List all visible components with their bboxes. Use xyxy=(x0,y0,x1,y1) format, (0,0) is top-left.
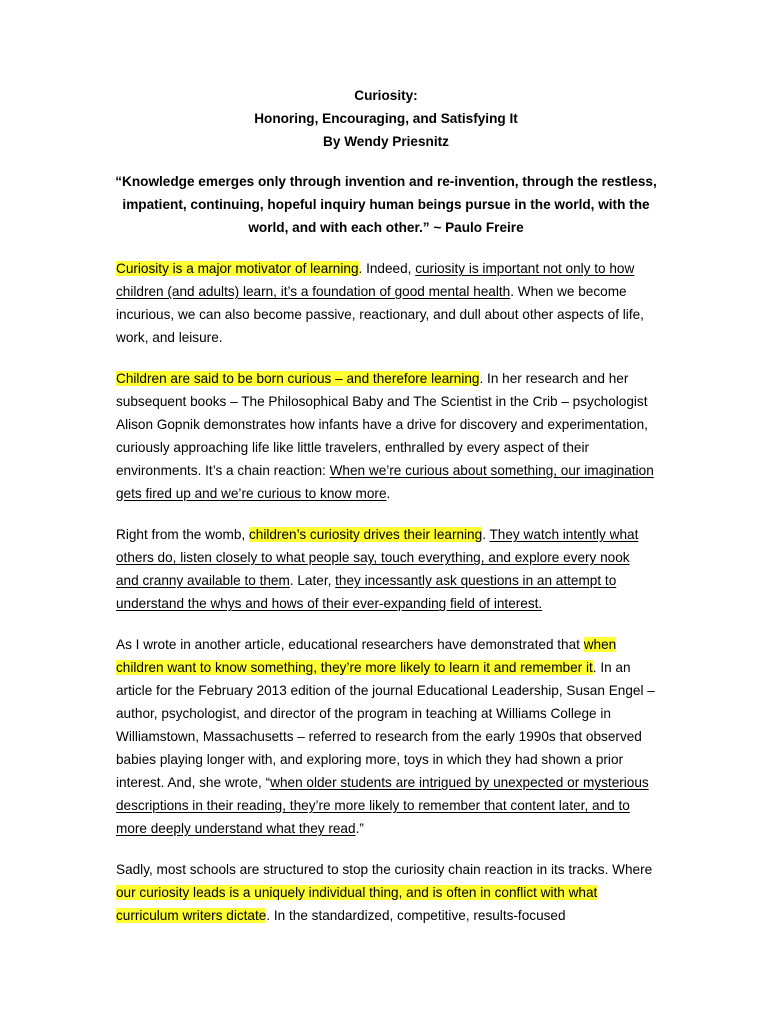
text-run: Sadly, most schools are structured to stop the curiosity chain reaction in its tracks. Where xyxy=(116,862,653,877)
underlined-text: When we’re curious about something, our imagination gets fired up and we’re curious to know more xyxy=(116,463,654,501)
paragraph-3 xyxy=(116,523,656,615)
highlighted-text: children’s curiosity drives their learning xyxy=(248,527,483,542)
title-line-2: Honoring, Encouraging, and Satisfying It xyxy=(254,111,518,126)
text-run: . In her research and her subsequent books – The Philosophical Baby and The Scientist in the Crib – psychologist Alison Gopnik demonstrates how infants have a drive for discovery and experimentation, curiously approaching life like little travelers, enthralled by every aspect of their environments. It’s a chain reaction: xyxy=(116,371,648,478)
underlined-text: they incessantly ask questions in an attempt to understand the whys and hows of their ever-expanding field of interest. xyxy=(116,573,617,611)
underlined-text: when older students are intrigued by unexpected or mysterious descriptions in their reading, they’re more likely to remember that content later, and to more deeply understand what they read xyxy=(116,775,649,836)
text-run: . When we become incurious, we can also become passive, reactionary, and dull about other aspects of life, work, and leisure. xyxy=(116,284,644,345)
article-title xyxy=(116,84,656,153)
document-body xyxy=(116,84,656,927)
text-run: Right from the womb, xyxy=(116,527,249,542)
text-run: . In the standardized, competitive, results-focused xyxy=(266,908,566,923)
underlined-text: curiosity is important not only to how children (and adults) learn, it’s a foundation of good mental health xyxy=(116,261,635,299)
text-run: .” xyxy=(355,821,364,836)
paragraph-1 xyxy=(116,257,656,349)
paragraph-5 xyxy=(116,858,656,927)
paragraph-4 xyxy=(116,633,656,840)
highlighted-text: Curiosity is a major motivator of learning xyxy=(116,261,359,276)
title-line-1: Curiosity: xyxy=(354,88,418,103)
text-run: . xyxy=(482,527,490,542)
text-run: . xyxy=(386,486,391,501)
highlighted-text: our curiosity leads is a uniquely individual thing, and is often in conflict with what curriculum writers dictate xyxy=(116,885,598,923)
text-run: . Later, xyxy=(289,573,336,588)
underlined-text: They watch intently what others do, listen closely to what people say, touch everything, and explore every nook and cranny available to them xyxy=(116,527,639,588)
byline: By Wendy Priesnitz xyxy=(323,134,449,149)
text-run: . In an article for the February 2013 edition of the journal Educational Leadership, Susan Engel – author, psychologist, and director of the program in teaching at Williams College in Williamstown, Massachusetts – referred to research from the early 1990s that observed babies playing longer with, and exploring more, toys in which they had shown a prior interest. And, she wrote, “ xyxy=(116,660,655,790)
paragraph-2 xyxy=(116,367,656,505)
text-run: As I wrote in another article, educational researchers have demonstrated that xyxy=(116,637,584,652)
highlighted-text: Children are said to be born curious – and therefore learning xyxy=(116,371,480,386)
text-run: . Indeed, xyxy=(358,261,416,276)
epigraph-quote: “Knowledge emerges only through invention and re-invention, through the restless, impatient, continuing, hopeful inquiry human beings pursue in the world, with the world, and with each other.” ~ Paulo Freire xyxy=(115,174,657,235)
highlighted-text: when children want to know something, they’re more likely to learn it and remember it xyxy=(116,637,617,675)
